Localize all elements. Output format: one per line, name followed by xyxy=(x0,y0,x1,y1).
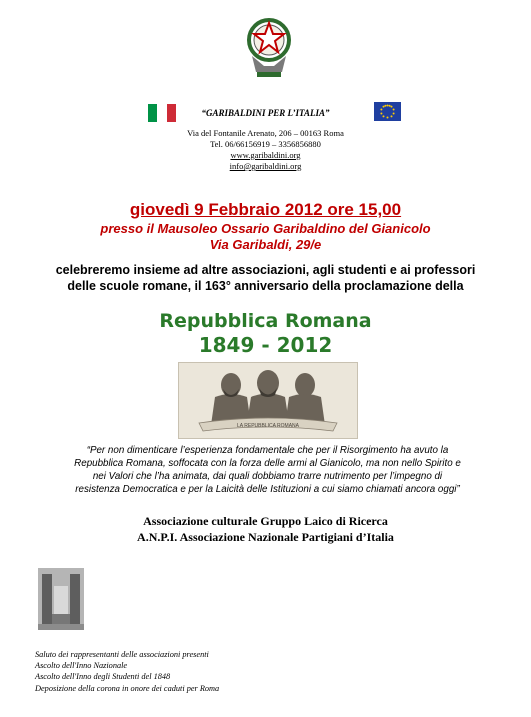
program-item: Deposizione della corona in onore dei caduti per Roma xyxy=(35,683,220,693)
organization-address: Via del Fontanile Arenato, 206 – 00163 Roma xyxy=(187,128,344,138)
quote-text xyxy=(30,444,505,496)
quote-line: nei Valori che l’ha animata, dai quali dobbiamo trarre nutrimento per l’impegno di xyxy=(92,471,443,482)
organization-phone: Tel. 06/66156919 – 3356856880 xyxy=(210,139,321,149)
association-anpi: A.N.P.I. Associazione Nazionale Partigiani d’Italia xyxy=(137,530,394,544)
intro-line-1: celebreremo insieme ad altre associazioni, agli studenti e ai professori xyxy=(55,263,476,277)
historical-engraving-image xyxy=(178,362,358,439)
quote-line: Repubblica Romana, soffocata con la forza delle armi al Gianicolo, ma non nello Spirito e xyxy=(74,458,461,469)
event-street: Via Garibaldi, 29/e xyxy=(209,237,322,252)
intro-text xyxy=(0,262,531,294)
event-date-time: giovedì 9 Febbraio 2012 ore 15,00 xyxy=(129,200,402,219)
program-item: Ascolto dell'Inno degli Studenti del 1848 xyxy=(35,672,171,682)
website-link[interactable]: www.garibaldini.org xyxy=(230,150,301,160)
event-venue: presso il Mausoleo Ossario Garibaldino del Gianicolo xyxy=(100,221,431,236)
email-link[interactable]: info@garibaldini.org xyxy=(229,161,302,171)
intro-line-2: delle scuole romane, il 163° anniversario della proclamazione della xyxy=(67,279,464,293)
garibaldini-emblem-logo xyxy=(244,6,294,88)
mausoleum-photo xyxy=(38,568,84,630)
organization-name: “GARIBALDINI PER L’ITALIA” xyxy=(201,108,330,118)
repubblica-romana-title: Repubblica Romana xyxy=(159,310,372,332)
program-item: Saluto dei rappresentanti delle associazioni presenti xyxy=(35,650,209,659)
event-program-list xyxy=(35,649,219,694)
program-item: Ascolto dell'Inno Nazionale xyxy=(35,661,128,671)
quote-line: resistenza Democratica e per la Laicità delle Istituzioni a cui siamo chiamati ancora oggi” xyxy=(75,484,460,495)
anniversary-years: 1849 - 2012 xyxy=(198,333,333,357)
association-laico: Associazione culturale Gruppo Laico di Ricerca xyxy=(143,514,388,528)
engraving-caption: LA REPUBBLICA ROMANA xyxy=(237,423,299,429)
quote-line: “Per non dimenticare l’esperienza fondamentale che per il Risorgimento ha avuto la xyxy=(86,445,449,456)
